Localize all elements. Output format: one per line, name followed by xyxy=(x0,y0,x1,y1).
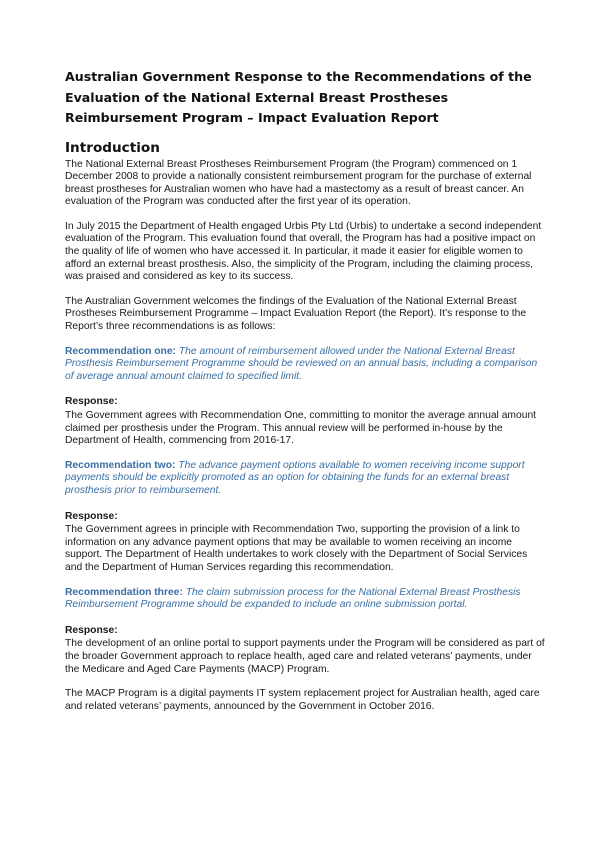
recommendation-one xyxy=(65,346,546,384)
recommendation-text: The advance payment options available to women receiving income support payments should be explicitly promoted as an option for obtaining the funds for an external breast prosthesis prior to reimbursement. xyxy=(65,459,525,496)
intro-paragraph: In July 2015 the Department of Health engaged Urbis Pty Ltd (Urbis) to undertake a second independent evaluation of the Program. This evaluation found that overall, the Program has had a positive impact on the quality of life of women who have accessed it. In particular, it made it easier for eligible women to afford an external breast prosthesis. Also, the simplicity of the Program, including the claiming process, was praised and considered as key to its success. xyxy=(65,220,542,283)
response-paragraph: The Government agrees in principle with Recommendation Two, supporting the provision of a link to information on any advance payment options that may be available to women receiving an income support. The Department of Health undertakes to work closely with the Department of Social Services and the Department of Human Services regarding this recommendation. xyxy=(65,524,528,573)
recommendation-three xyxy=(65,587,546,612)
recommendation-text: The amount of reimbursement allowed under the National External Breast Prosthesis Reimbursement Programme should be reviewed on an annual basis, including a comparison of average annual amount claimed to specified limit. xyxy=(65,345,538,382)
recommendation-text: The claim submission process for the National External Breast Prosthesis Reimbursement Programme should be expanded to include an online submission portal. xyxy=(65,586,521,611)
response-paragraph: The development of an online portal to support payments under the Program will be considered as part of the broader Government approach to replace health, aged care and related veterans’ payments, under the Medicare and Aged Care Payments (MACP) Program. xyxy=(65,638,545,675)
intro-paragraph: The National External Breast Prostheses Reimbursement Program (the Program) commenced on 1 December 2008 to provide a nationally consistent reimbursement program for the purchase of external breast prostheses for Australian women who have had a mastectomy as a result of breast cancer. An evaluation of the Program was conducted after the first year of its operation. xyxy=(65,158,532,208)
intro-paragraph: The Australian Government welcomes the findings of the Evaluation of the National External Breast Prostheses Reimbursement Programme – Impact Evaluation Report (the Report). It’s response to the Report’s three recommendations is as follows: xyxy=(65,295,527,333)
section-heading-introduction: Introduction xyxy=(65,139,160,156)
response-label: Response: xyxy=(65,510,118,522)
response-label: Response: xyxy=(65,396,118,408)
response-label: Response: xyxy=(65,624,118,636)
recommendation-two xyxy=(65,460,546,498)
recommendation-label: Recommendation one: xyxy=(65,345,176,357)
recommendation-label: Recommendation three: xyxy=(65,586,183,598)
recommendation-label: Recommendation two: xyxy=(65,459,176,471)
response-paragraph: The Government agrees with Recommendation One, committing to monitor the average annual amount claimed per prosthesis under the Program. This annual review will be performed in-house by the Department of Health, commencing from 2016-17. xyxy=(65,410,537,447)
response-paragraph: The MACP Program is a digital payments IT system replacement project for Australian health, aged care and related veterans’ payments, announced by the Government in October 2016. xyxy=(65,688,540,712)
document-title: Australian Government Response to the Recommendations of the Evaluation of the National External Breast Prostheses Reimbursement Program – Impact Evaluation Report xyxy=(65,69,532,125)
